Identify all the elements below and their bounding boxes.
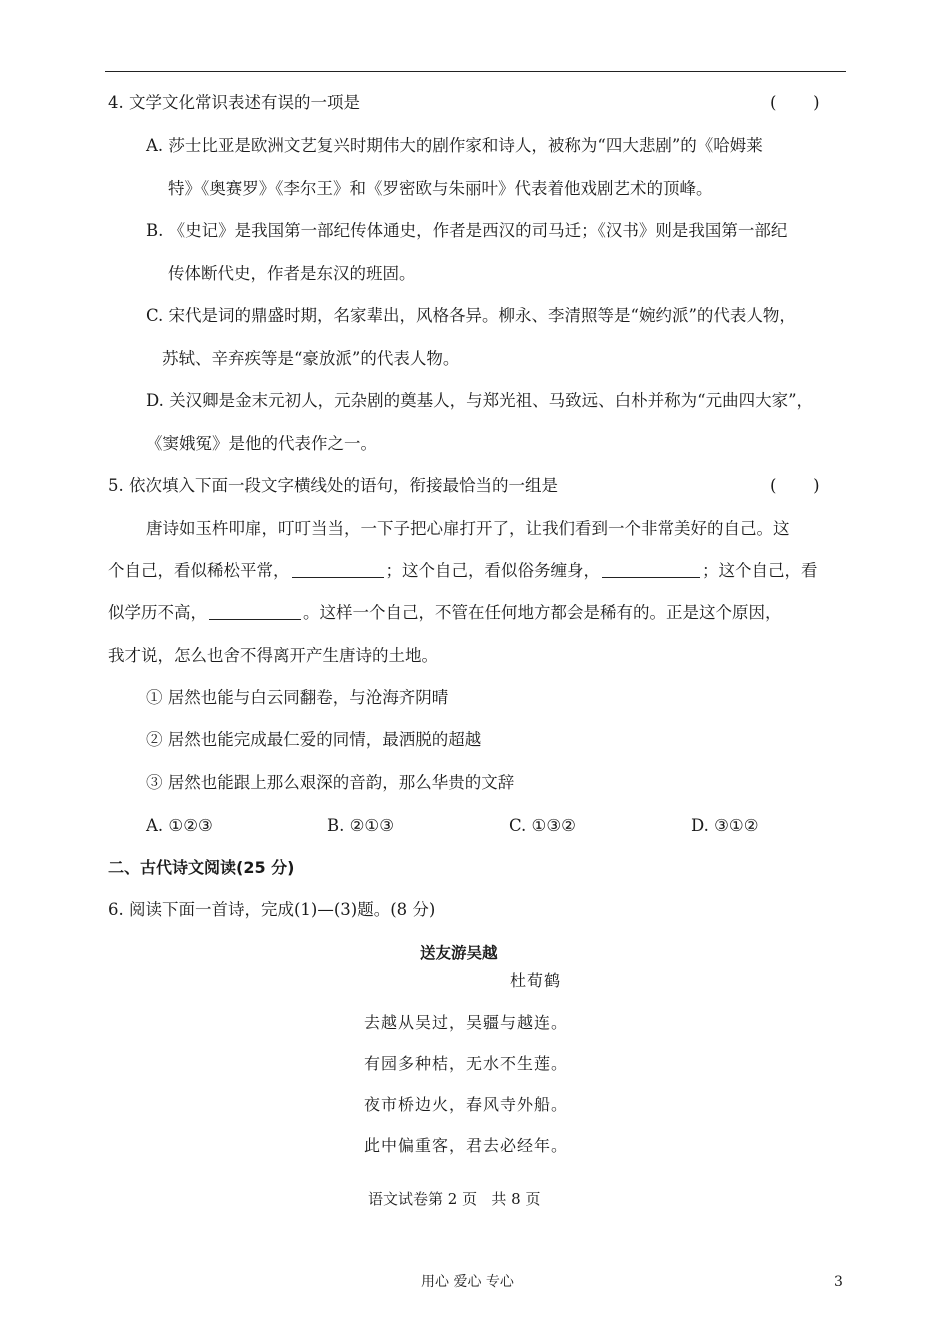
q5-sentence-2: ② 居然也能完成最仁爱的同情，最洒脱的超越 [146,730,482,749]
q5-answer-paren: ( ) [770,476,820,495]
q4-option-c-line2: 苏轼、辛弃疾等是“豪放派”的代表人物。 [162,349,460,368]
q4-option-d-line2: 《窦娥冤》是他的代表作之一。 [146,434,377,453]
fill-blank-1[interactable] [292,559,384,578]
q5-stem: 5. 依次填入下面一段文字横线处的语句，衔接最恰当的一组是 [108,476,558,495]
poem-line-2: 有园多种桔，无水不生莲。 [364,1054,569,1073]
q5-choice-b: B. ②①③ [327,816,394,835]
q4-option-c-line1: C. 宋代是词的鼎盛时期，名家辈出，风格各异。柳永、李清照等是“婉约派”的代表人物， [146,306,796,325]
q4-option-b-line2: 传体断代史，作者是东汉的班固。 [168,264,416,283]
q5-choice-c: C. ①③② [509,816,576,835]
q5-passage-line4: 我才说，怎么也舍不得离开产生唐诗的土地。 [108,646,438,665]
q5-passage-text: ；这个自己，看 [702,561,818,580]
poem-title: 送友游吴越 [420,944,498,962]
header-rule [105,71,846,72]
q5-passage-text: ；这个自己，看似俗务缠身， [385,561,600,580]
footer-motto: 用心 爱心 专心 [421,1274,514,1290]
q5-passage-line3 [108,601,782,625]
q5-choice-a: A. ①②③ [146,816,213,835]
poem-line-1: 去越从吴过，吴疆与越连。 [364,1013,569,1032]
q5-sentence-1: ① 居然也能与白云同翻卷，与沧海齐阴晴 [146,688,449,707]
q5-passage-line2 [108,559,818,583]
q5-passage-text: 个自己，看似稀松平常， [108,561,290,580]
page-number: 3 [834,1274,843,1290]
q5-sentence-3: ③ 居然也能跟上那么艰深的音韵，那么华贵的文辞 [146,773,515,792]
q4-answer-paren: ( ) [770,93,820,112]
q5-passage-line1: 唐诗如玉杵叩扉，叮叮当当，一下子把心扉打开了，让我们看到一个非常美好的自己。这 [146,519,790,538]
poem-line-3: 夜市桥边火，春风寺外船。 [364,1095,569,1114]
q5-choice-d: D. ③①② [691,816,759,835]
q4-stem: 4. 文学文化常识表述有误的一项是 [108,93,360,112]
q4-option-a-line1: A. 莎士比亚是欧洲文艺复兴时期伟大的剧作家和诗人，被称为“四大悲剧”的《哈姆莱 [146,136,763,155]
fill-blank-3[interactable] [209,601,301,620]
q5-passage-text: 。这样一个自己，不管在任何地方都会是稀有的。正是这个原因， [303,603,782,622]
q4-option-d-line1: D. 关汉卿是金末元初人，元杂剧的奠基人，与郑光祖、马致远、白朴并称为“元曲四大家”， [146,391,814,410]
q4-option-b-line1: B. 《史记》是我国第一部纪传体通史，作者是西汉的司马迁；《汉书》则是我国第一部纪 [146,221,788,240]
fill-blank-2[interactable] [602,559,700,578]
q4-option-a-line2: 特》《奥赛罗》《李尔王》和《罗密欧与朱丽叶》代表着他戏剧艺术的顶峰。 [168,179,713,198]
exam-page-footer: 语文试卷第 2 页 共 8 页 [368,1190,541,1208]
section-heading: 二、古代诗文阅读(25 分) [108,858,295,877]
poem-line-4: 此中偏重客，君去必经年。 [364,1136,569,1155]
q5-passage-text: 似学历不高， [108,603,207,622]
poem-author: 杜荀鹤 [510,971,562,990]
q6-stem: 6. 阅读下面一首诗，完成(1)—(3)题。(8 分) [108,900,436,919]
